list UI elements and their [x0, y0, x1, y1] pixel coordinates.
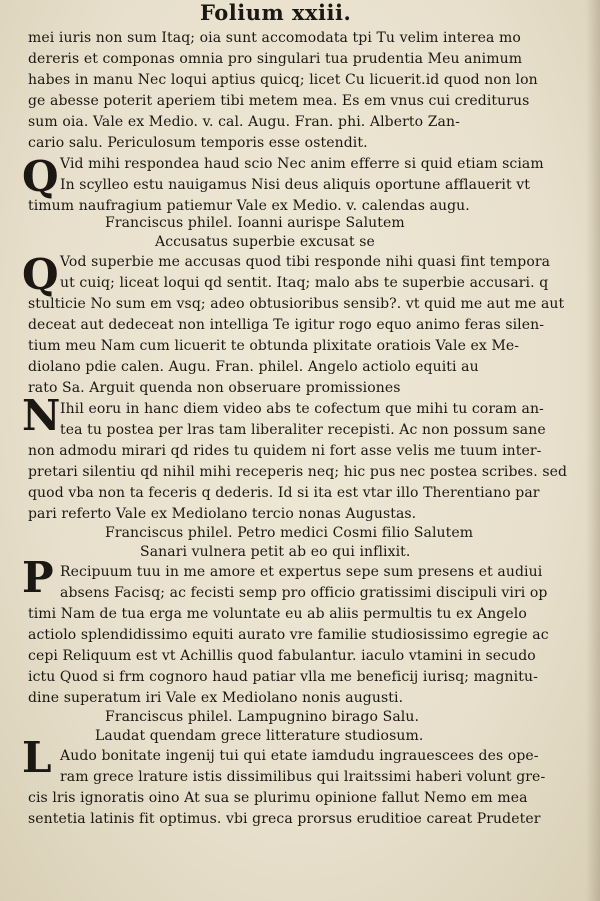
text-line: Ihil eoru in hanc diem video abs te cofectum que mihi tu coram an-: [60, 401, 544, 417]
text-line: cepi Reliquum est vt Achillis quod fabulantur. iaculo vtamini in secudo: [28, 648, 536, 664]
text-line: diolano pdie calen. Augu. Fran. philel. Angelo actiolo equiti au: [28, 359, 479, 375]
text-line: dine superatum iri Vale ex Mediolano nonis augusti.: [28, 690, 404, 706]
text-line: timi Nam de tua erga me voluntate eu ab aliis permultis tu ex Angelo: [28, 606, 527, 622]
text-line: ram grece lrature istis dissimilibus qui lraitssimi haberi volunt gre-: [60, 769, 546, 785]
text-line: ge abesse poterit aperiem tibi metem mea. Es em vnus cui crediturus: [28, 93, 530, 109]
section-heading: Franciscus philel. Ioanni aurispe Salutem: [105, 215, 405, 231]
text-line: stulticie No sum em vsq; adeo obtusioribus sensib?. vt quid me aut me aut: [28, 296, 565, 312]
section-subtitle: Sanari vulnera petit ab eo qui inflixit.: [140, 544, 411, 560]
section-subtitle: Accusatus superbie excusat se: [155, 234, 375, 250]
text-line: deceat aut dedeceat non intelliga Te igitur rogo equo animo feras silen-: [28, 317, 545, 333]
drop-initial: P: [22, 553, 54, 602]
text-line: pretari silentiu qd nihil mihi receperis neq; hic pus nec postea scribes. sed: [28, 464, 568, 480]
text-line: Recipuum tuu in me amore et expertus sepe sum presens et audiui: [60, 564, 543, 580]
text-line: actiolo splendidissimo equiti aurato vre familie studiosissimo egregie ac: [28, 627, 549, 643]
text-line: sum oia. Vale ex Medio. v. cal. Augu. Fran. phi. Alberto Zan-: [28, 114, 460, 130]
text-line: non admodu mirari qd rides tu quidem ni fort asse velis me tuum inter-: [28, 443, 542, 459]
text-line: cario salu. Periculosum temporis esse ostendit.: [28, 135, 368, 151]
text-line: dereris et componas omnia pro singulari tua prudentia Meu animum: [28, 51, 523, 67]
text-line: rato Sa. Arguit quenda non obseruare promissiones: [28, 380, 401, 396]
drop-initial: L: [22, 733, 52, 782]
text-line: tium meu Nam cum licuerit te obtunda plixitate oratiois Vale ex Me-: [28, 338, 520, 354]
text-line: ictu Quod si frm cognoro haud patiar vlla me beneficij iurisq; magnitu-: [28, 669, 538, 685]
text-line: habes in manu Nec loqui aptius quicq; licet Cu licuerit.id quod non lon: [28, 72, 538, 88]
text-line: quod vba non ta feceris q dederis. Id si ita est vtar illo Therentiano par: [28, 485, 540, 501]
section-heading: Franciscus philel. Petro medici Cosmi filio Salutem: [105, 525, 474, 541]
text-line: Vid mihi respondea haud scio Nec anim efferre si quid etiam sciam: [60, 156, 544, 172]
text-line: In scylleo estu nauigamus Nisi deus aliquis oportune afflauerit vt: [60, 177, 530, 193]
text-line: pari referto Vale ex Mediolano tercio nonas Augustas.: [28, 506, 417, 522]
text-line: cis lris ignoratis oino At sua se plurimu opinione fallut Nemo em mea: [28, 790, 528, 806]
text-line: Audo bonitate ingenij tui qui etate iamdudu ingrauescees des ope-: [60, 748, 539, 764]
drop-initial: N: [22, 391, 61, 440]
text-line: Vod superbie me accusas quod tibi responde nihi quasi fint tempora: [60, 254, 551, 270]
text-line: mei iuris non sum Itaq; oia sunt accomodata tpi Tu velim interea mo: [28, 30, 521, 46]
text-line: timum naufragium patiemur Vale ex Medio. v. calendas augu.: [28, 198, 470, 214]
text-line: ut cuiq; liceat loqui qd sentit. Itaq; malo abs te superbie accusari. q: [60, 275, 549, 291]
text-line: absens Facisq; ac fecisti semp pro officio gratissimi discipuli viri op: [60, 585, 548, 601]
drop-initial: Q: [22, 250, 59, 299]
drop-initial: Q: [22, 152, 59, 201]
folio-header: Folium xxiii.: [200, 0, 352, 25]
text-line: sentetia latinis fit optimus. vbi greca prorsus eruditioe careat Prudeter: [28, 811, 541, 827]
text-line: tea tu postea per lras tam liberaliter recepisti. Ac non possum sane: [60, 422, 546, 438]
section-heading: Franciscus philel. Lampugnino birago Salu.: [105, 709, 420, 725]
section-subtitle: Laudat quendam grece litterature studiosum.: [95, 728, 424, 744]
